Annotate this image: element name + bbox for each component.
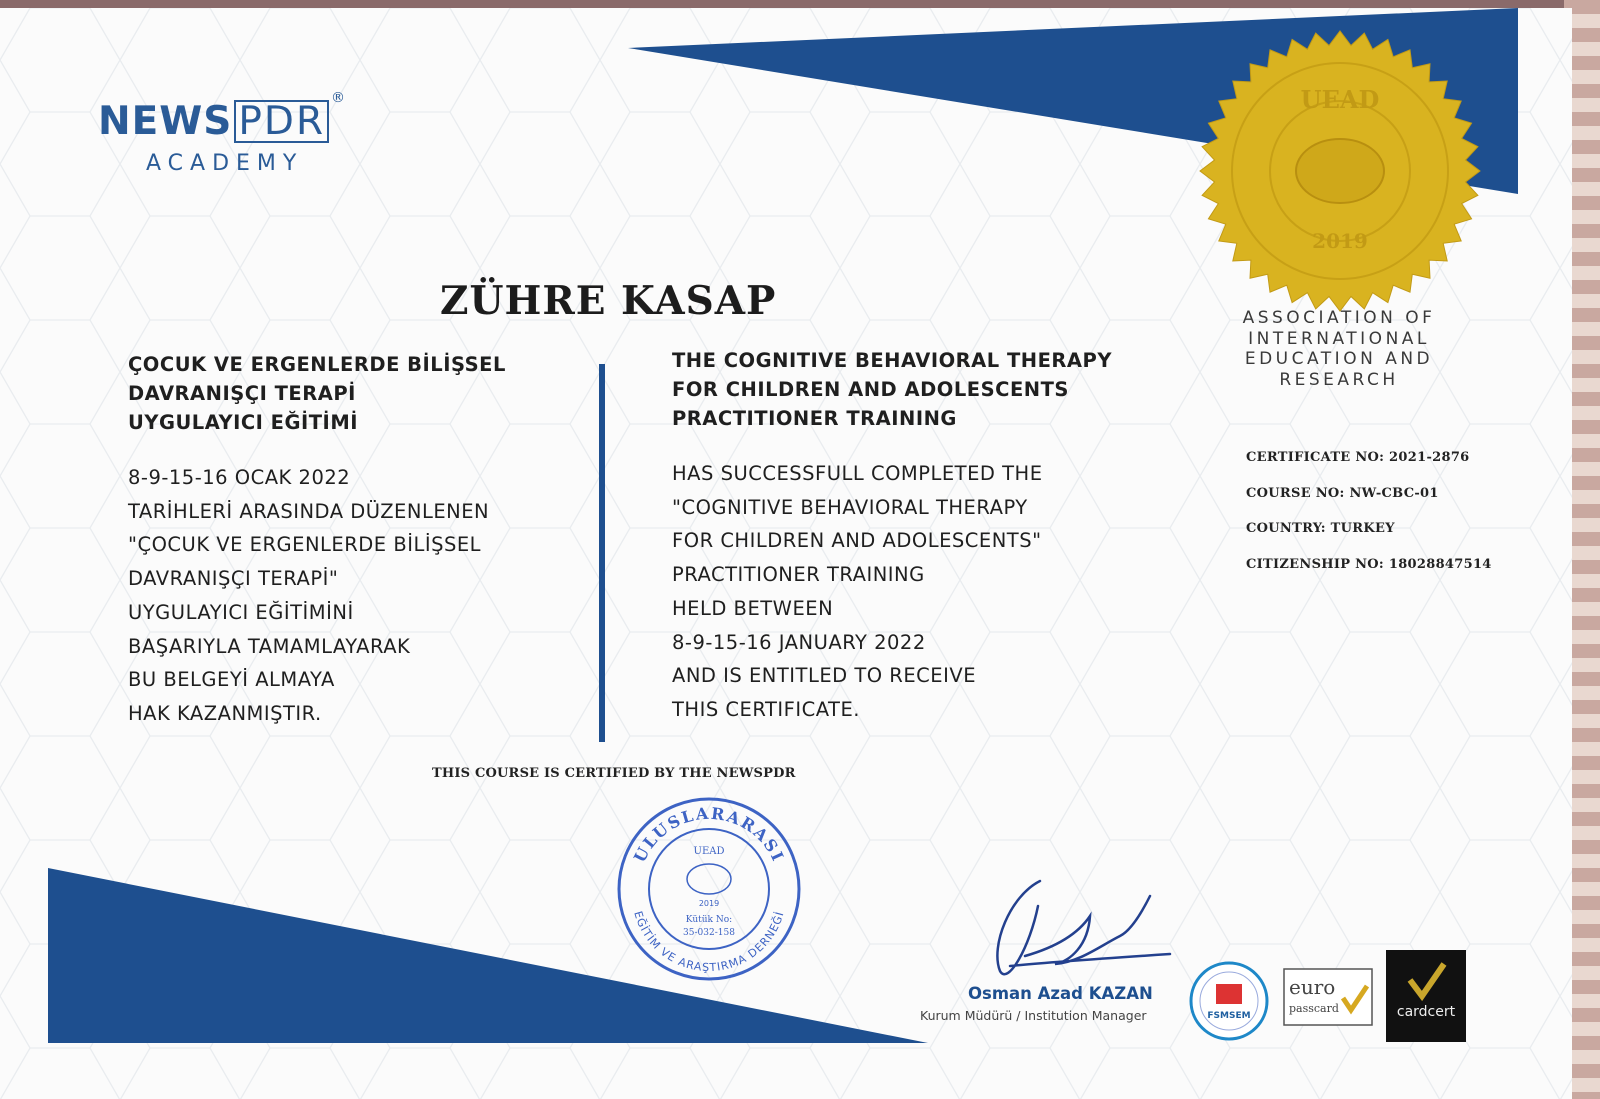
europasscard-badge bbox=[1283, 968, 1373, 1026]
seal-year: 2019 bbox=[1312, 229, 1368, 253]
certificate-paper bbox=[0, 8, 1572, 1099]
turkish-column bbox=[128, 350, 588, 731]
seal-top-text: UEAD bbox=[1300, 85, 1380, 114]
turkish-body: 8-9-15-16 OCAK 2022 TARİHLERİ ARASINDA DÜZENLENEN "ÇOCUK VE ERGENLERDE BİLİŞSEL DAVRANIŞÇI TERAPİ" UYGULAYICI EĞİTİMİNİ BAŞARIYLA TAMAMLAYARAK BU BELGEYİ ALMAYA HAK KAZANMIŞTIR. bbox=[128, 466, 490, 725]
euro-label: euro bbox=[1289, 975, 1336, 999]
stamp-registry-label: Kütük No: bbox=[685, 915, 733, 925]
signatory-name: Osman Azad KAZAN bbox=[968, 984, 1153, 1003]
stamp-year: 2019 bbox=[698, 899, 720, 908]
certificate-number: CERTIFICATE NO: 2021-2876 bbox=[1246, 450, 1470, 465]
certificate-details bbox=[1246, 450, 1492, 592]
fsmsem-label: FSMSEM bbox=[1207, 1011, 1251, 1021]
english-body: HAS SUCCESSFULL COMPLETED THE "COGNITIVE BEHAVIORAL THERAPY FOR CHILDREN AND ADOLESCENTS" PRACTITIONER TRAINING HELD BETWEEN 8-9-15-16 JANUARY 2022 AND IS ENTITLED TO RECEIVE THIS CERTIFICATE. bbox=[672, 462, 1043, 721]
association-text: ASSOCIATION OF INTERNATIONAL EDUCATION AND RESEARCH bbox=[1242, 308, 1436, 390]
column-divider bbox=[599, 364, 605, 742]
recipient-name: ZÜHRE KASAP bbox=[440, 278, 777, 324]
fsmsem-badge bbox=[1188, 960, 1270, 1042]
certified-by-text: THIS COURSE IS CERTIFIED BY THE NEWSPDR bbox=[432, 766, 796, 781]
cardcert-badge bbox=[1386, 950, 1466, 1042]
passcard-label: passcard bbox=[1289, 1002, 1339, 1015]
country: COUNTRY: TURKEY bbox=[1246, 521, 1395, 537]
newspdr-logo bbox=[98, 89, 347, 176]
citizenship-number: CITIZENSHIP NO: 18028847514 bbox=[1246, 556, 1492, 572]
stamp-registry-number: 35-032-158 bbox=[683, 928, 735, 938]
stamp-arc-bottom: EĞİTİM VE ARAŞTIRMA DERNEĞİ bbox=[631, 909, 787, 975]
association-stamp bbox=[614, 794, 804, 984]
turkish-heading: ÇOCUK VE ERGENLERDE BİLİŞSEL DAVRANIŞÇI TERAPİ UYGULAYICI EĞİTİMİ bbox=[128, 353, 506, 434]
signatory-title: Kurum Müdürü / Institution Manager bbox=[920, 1008, 1147, 1023]
logo-registered: ® bbox=[331, 89, 347, 106]
gold-seal bbox=[1190, 26, 1490, 316]
logo-pdr: PDR bbox=[234, 100, 329, 143]
cardcert-label: cardcert bbox=[1396, 1004, 1456, 1020]
english-column bbox=[672, 346, 1192, 727]
logo-news: NEWS bbox=[98, 99, 233, 144]
logo-academy: ACADEMY bbox=[146, 151, 304, 176]
signature bbox=[970, 876, 1180, 986]
stamp-arc-top: ULUSLARARASI bbox=[629, 803, 789, 866]
english-heading: THE COGNITIVE BEHAVIORAL THERAPY FOR CHILDREN AND ADOLESCENTS PRACTITIONER TRAINING bbox=[672, 349, 1112, 430]
stamp-center: UEAD bbox=[693, 846, 725, 857]
course-number: COURSE NO: NW-CBC-01 bbox=[1246, 485, 1439, 501]
